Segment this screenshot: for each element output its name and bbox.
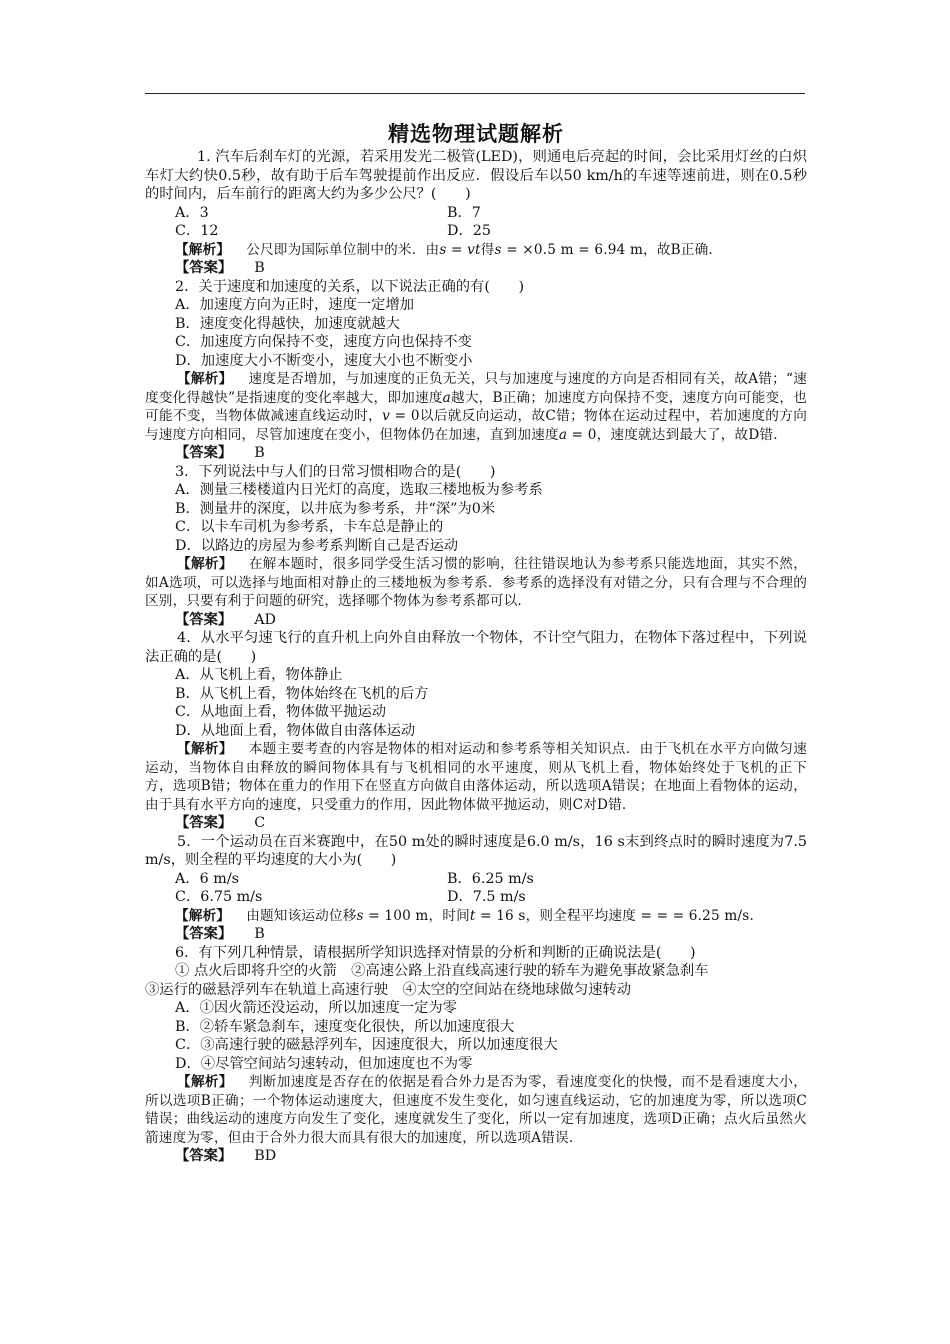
q1-answer-value: B [254, 260, 265, 276]
q4-option-c: C．从地面上看，物体做平抛运动 [175, 704, 387, 720]
q4-stem: 4．从水平匀速飞行的直升机上向外自由释放一个物体，不计空气阻力，在物体下落过程中，下列说法正确的是( ) [145, 630, 807, 665]
q1-options-row1 [145, 204, 807, 223]
q4-answer-label: 【答案】 [175, 815, 233, 831]
q4-answer [145, 814, 807, 833]
q1-analysis: 【解析】 公尺即为国际单位制中的米．由s = vt得s = ×0.5 m = 6.94 m，故B正确. [175, 241, 713, 258]
q2-stem: 2．关于速度和加速度的关系，以下说法正确的有( ) [175, 278, 525, 295]
q1-answer-label: 【答案】 [175, 260, 233, 276]
q2-analysis-label: 【解析】 [177, 371, 233, 387]
q4-option-a: A．从飞机上看，物体静止 [175, 667, 343, 683]
q3-option-b: B．测量井的深度，以井底为参考系，井“深”为0米 [175, 500, 496, 517]
q6-option-b: B．②轿车紧急刹车，速度变化很快，所以加速度很大 [175, 1018, 515, 1035]
q5-stem: 5．一个运动员在百米赛跑中，在50 m处的瞬时速度是6.0 m/s，16 s末到终点时的瞬时速度为7.5 m/s，则全程的平均速度的大小为( ) [145, 833, 807, 868]
q6-answer [145, 1147, 807, 1166]
q2-analysis: 【解析】 速度是否增加，与加速度的正负无关，只与加速度与速度的方向是否相同有关，故A错；“速度变化得越快”是指速度的变化率越大，即加速度a越大，B正确；加速度方向保持不变，速度方向可能变，也可能不变，当物体做减速直线运动时，v = 0以后就反向运动，故C错；物体在运动过程中，若加速度的方向与速度方向相同，尽管加速度在变小，但物体仍在加速，直到加速度a = 0，速度就达到最大了，故D错. [145, 371, 807, 443]
q6-option-c: C．③高速行驶的磁悬浮列车，因速度很大，所以加速度很大 [175, 1037, 558, 1053]
q3-answer-value: AD [254, 611, 276, 628]
q6-answer-label: 【答案】 [175, 1148, 233, 1164]
q2-answer-value: B [254, 445, 265, 461]
header-rule [145, 93, 805, 94]
q5-options-row2 [145, 888, 807, 907]
q5-option-b: B．6.25 m/s [447, 870, 534, 887]
q6-scene-line1: ① 点火后即将升空的火箭 ②高速公路上沿直线高速行驶的轿车为避免事故紧急刹车 [175, 963, 709, 979]
q3-stem: 3．下列说法中与人们的日常习惯相吻合的是( ) [175, 463, 496, 480]
q5-option-a: A．6 m/s [175, 870, 239, 887]
q4-analysis-label: 【解析】 [177, 741, 233, 757]
q5-options-row1 [145, 870, 807, 889]
q3-option-a: A．测量三楼楼道内日光灯的高度，选取三楼地板为参考系 [175, 482, 543, 498]
q4-option-d: D．从地面上看，物体做自由落体运动 [175, 722, 416, 739]
q1-option-c: C．12 [175, 223, 219, 239]
q2-answer-label: 【答案】 [175, 445, 233, 461]
q6-option-d: D．④尽管空间站匀速转动，但加速度也不为零 [175, 1055, 473, 1072]
q5-option-d: D．7.5 m/s [447, 889, 526, 905]
q6-option-a: A．①因火箭还没运动，所以加速度一定为零 [175, 1000, 457, 1016]
q6-stem: 6．有下列几种情景，请根据所学知识选择对情景的分析和判断的正确说法是( ) [175, 944, 696, 961]
q2-option-c: C．加速度方向保持不变，速度方向也保持不变 [175, 334, 472, 350]
q3-analysis: 【解析】 在解本题时，很多同学受生活习惯的影响，往往错误地认为参考系只能选地面，其实不然，如A选项，可以选择与地面相对静止的三楼地板为参考系．参考系的选择没有对错之分，只有合理与不合理的区别，只要有利于问题的研究，选择哪个物体为参考系都可以. [145, 556, 807, 609]
q1-options-row2 [145, 222, 807, 241]
q5-option-c: C．6.75 m/s [175, 889, 263, 905]
q2-answer [145, 444, 807, 463]
q4-option-b: B．从飞机上看，物体始终在飞机的后方 [175, 685, 429, 702]
q1-answer [145, 259, 807, 278]
q3-option-c: C．以卡车司机为参考系，卡车总是静止的 [175, 519, 444, 535]
document-page [145, 120, 807, 1166]
q1-option-b: B．7 [447, 204, 481, 221]
q3-answer-label: 【答案】 [175, 611, 233, 628]
q5-analysis-label: 【解析】 [175, 907, 231, 924]
q6-analysis-label: 【解析】 [177, 1074, 233, 1090]
q3-analysis-label: 【解析】 [177, 556, 233, 572]
q1-option-d: D．25 [447, 223, 491, 239]
q2-option-d: D．加速度大小不断变小，速度大小也不断变小 [175, 352, 473, 369]
q5-answer-label: 【答案】 [175, 926, 233, 942]
q3-answer [145, 611, 807, 630]
q6-analysis: 【解析】 判断加速度是否存在的依据是看合外力是否为零，看速度变化的快慢，而不是看速度大小，所以选项B正确；一个物体运动速度大，但速度不发生变化，如匀速直线运动，它的加速度为零，所以选项C错误；曲线运动的速度方向发生了变化，速度就发生了变化，所以一定有加速度，选项D正确；点火后虽然火箭速度为零，但由于合外力很大而具有很大的加速度，所以选项A错误. [145, 1074, 807, 1146]
q5-analysis: 【解析】 由题知该运动位移s = 100 m，时间t = 16 s，则全程平均速度 = = = 6.25 m/s. [175, 907, 754, 924]
q1-analysis-label: 【解析】 [175, 241, 231, 258]
q3-option-d: D．以路边的房屋为参考系判断自己是否运动 [175, 537, 459, 554]
q6-scene-line2: ③运行的磁悬浮列车在轨道上高速行驶 ④太空的空间站在绕地球做匀速转动 [145, 981, 632, 998]
q6-answer-value: BD [254, 1148, 277, 1164]
page-title: 精选物理试题解析 [388, 122, 564, 146]
q5-answer [145, 925, 807, 944]
q1-stem: 1. 汽车后刹车灯的光源，若采用发光二极管(LED)，则通电后亮起的时间，会比采用灯丝的白炽车灯大约快0.5秒，故有助于后车驾驶提前作出反应．假设后车以50 km/h的车速等速前进，则在0.5秒的时间内，后车前行的距离大约为多少公尺？( ) [145, 149, 807, 202]
q4-answer-value: C [254, 815, 266, 831]
q4-analysis: 【解析】 本题主要考查的内容是物体的相对运动和参考系等相关知识点．由于飞机在水平方向做匀速运动，当物体自由释放的瞬间物体具有与飞机相同的水平速度，则从飞机上看，物体始终处于飞机的正下方，选项B错；物体在重力的作用下在竖直方向做自由落体运动，所以选项A错误；在地面上看物体的运动，由于具有水平方向的速度，只受重力的作用，因此物体做平抛运动，则C对D错. [145, 741, 807, 813]
q2-option-a: A．加速度方向为正时，速度一定增加 [175, 297, 415, 313]
q2-option-b: B．速度变化得越快，加速度就越大 [175, 315, 400, 332]
q5-answer-value: B [254, 926, 265, 942]
q1-option-a: A．3 [175, 204, 209, 221]
